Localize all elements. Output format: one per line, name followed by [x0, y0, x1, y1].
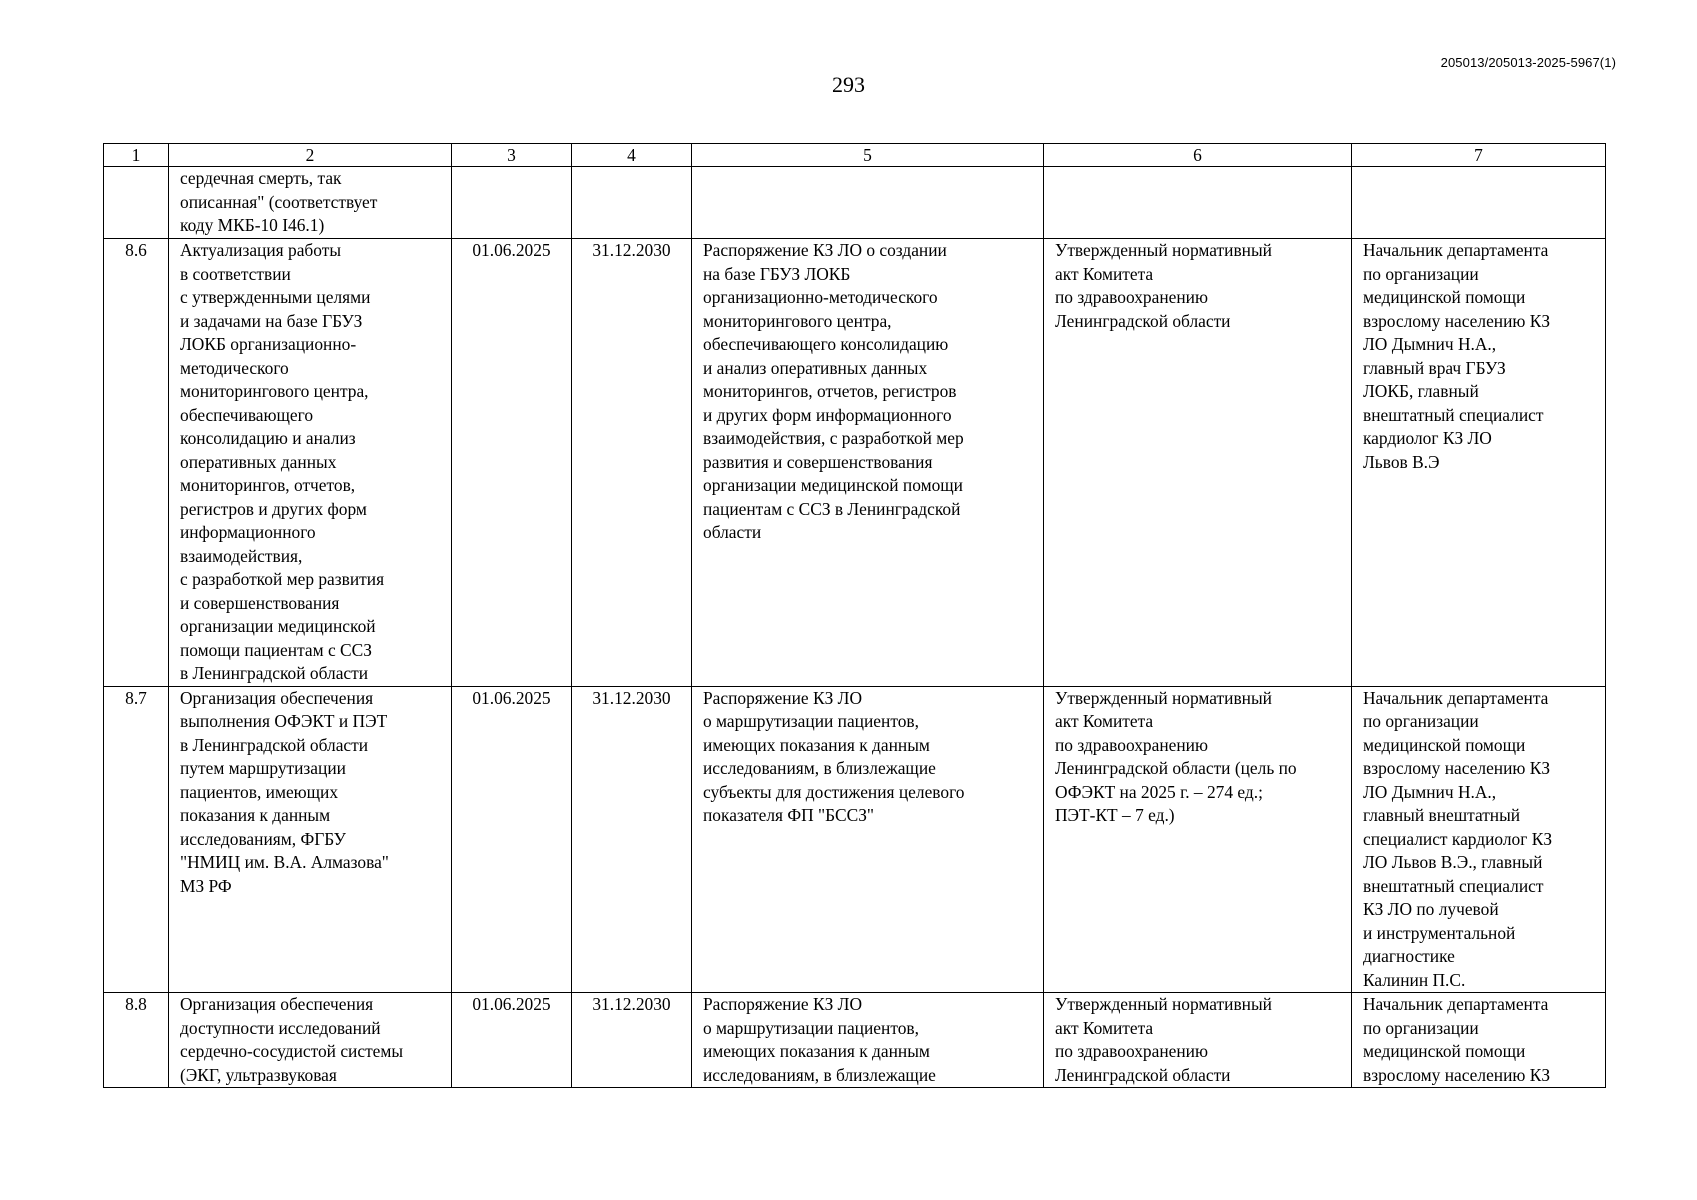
- result-cell: Утвержденный нормативный акт Комитета по здравоохранению Ленинградской области: [1044, 239, 1352, 687]
- row-number-cell: 8.8: [104, 993, 169, 1088]
- end-date-cell: 31.12.2030: [572, 993, 692, 1088]
- table-row: [104, 993, 1606, 1088]
- responsible-cell: Начальник департамента по организации медицинской помощи взрослому населению КЗ: [1352, 993, 1606, 1088]
- document-id: 205013/205013-2025-5967(1): [1440, 55, 1616, 70]
- measures-table: [103, 143, 1606, 1088]
- start-date-cell: 01.06.2025: [452, 686, 572, 993]
- column-number: 3: [452, 144, 572, 167]
- table-row: [104, 239, 1606, 687]
- result-cell: [1044, 167, 1352, 239]
- end-date-cell: [572, 167, 692, 239]
- start-date-cell: 01.06.2025: [452, 993, 572, 1088]
- responsible-cell: Начальник департамента по организации медицинской помощи взрослому населению КЗ ЛО Дымнич Н.А., главный внештатный специалист кардиолог КЗ ЛО Львов В.Э., главный внештатный специалист КЗ ЛО по лучевой и инструментальной диагностике Калинин П.С.: [1352, 686, 1606, 993]
- event-cell: Актуализация работы в соответствии с утвержденными целями и задачами на базе ГБУЗ ЛОКБ организационно- методического мониторингового центра, обеспечивающего консолидацию и анализ оперативных данных мониторингов, отчетов, регистров и других форм информационного взаимодействия, с разработкой мер развития и совершенствования организации медицинской помощи пациентам с ССЗ в Ленинградской области: [169, 239, 452, 687]
- start-date-cell: 01.06.2025: [452, 239, 572, 687]
- row-number-cell: 8.7: [104, 686, 169, 993]
- responsible-cell: [1352, 167, 1606, 239]
- document-cell: Распоряжение КЗ ЛО о маршрутизации пациентов, имеющих показания к данным исследованиям, в близлежащие субъекты для достижения целевого показателя ФП "БССЗ": [692, 686, 1044, 993]
- event-cell: Организация обеспечения выполнения ОФЭКТ и ПЭТ в Ленинградской области путем маршрутизации пациентов, имеющих показания к данным исследованиям, ФГБУ "НМИЦ им. В.А. Алмазова" МЗ РФ: [169, 686, 452, 993]
- document-cell: Распоряжение КЗ ЛО о создании на базе ГБУЗ ЛОКБ организационно-методического мониторингового центра, обеспечивающего консолидацию и анализ оперативных данных мониторингов, отчетов, регистров и других форм информационного взаимодействия, с разработкой мер развития и совершенствования организации медицинской помощи пациентам с ССЗ в Ленинградской области: [692, 239, 1044, 687]
- column-number: 6: [1044, 144, 1352, 167]
- column-number: 5: [692, 144, 1044, 167]
- table-row: [104, 686, 1606, 993]
- document-cell: [692, 167, 1044, 239]
- end-date-cell: 31.12.2030: [572, 686, 692, 993]
- column-number: 4: [572, 144, 692, 167]
- result-cell: Утвержденный нормативный акт Комитета по здравоохранению Ленинградской области (цель по ОФЭКТ на 2025 г. – 274 ед.; ПЭТ-КТ – 7 ед.): [1044, 686, 1352, 993]
- row-number-cell: [104, 167, 169, 239]
- table-row: [104, 167, 1606, 239]
- column-number: 2: [169, 144, 452, 167]
- result-cell: Утвержденный нормативный акт Комитета по здравоохранению Ленинградской области: [1044, 993, 1352, 1088]
- responsible-cell: Начальник департамента по организации медицинской помощи взрослому населению КЗ ЛО Дымнич Н.А., главный врач ГБУЗ ЛОКБ, главный внештатный специалист кардиолог КЗ ЛО Львов В.Э: [1352, 239, 1606, 687]
- column-number: 7: [1352, 144, 1606, 167]
- start-date-cell: [452, 167, 572, 239]
- column-number-row: [104, 144, 1606, 167]
- end-date-cell: 31.12.2030: [572, 239, 692, 687]
- document-cell: Распоряжение КЗ ЛО о маршрутизации пациентов, имеющих показания к данным исследованиям, в близлежащие: [692, 993, 1044, 1088]
- row-number-cell: 8.6: [104, 239, 169, 687]
- column-number: 1: [104, 144, 169, 167]
- event-cell: сердечная смерть, так описанная" (соответствует коду МКБ-10 I46.1): [169, 167, 452, 239]
- event-cell: Организация обеспечения доступности исследований сердечно-сосудистой системы (ЭКГ, ультразвуковая: [169, 993, 452, 1088]
- page-number: 293: [832, 72, 865, 97]
